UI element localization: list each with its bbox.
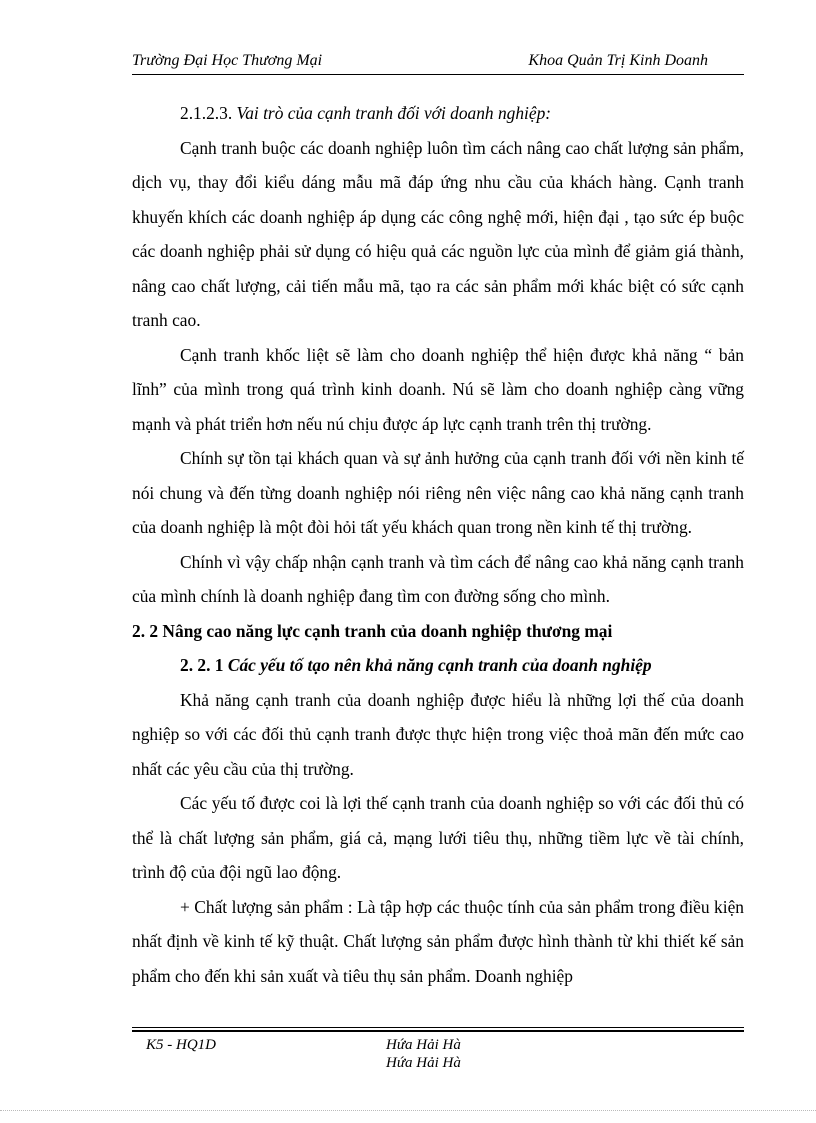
section-heading-2-1-2-3 bbox=[132, 96, 744, 131]
section-title: Các yếu tố tạo nên khả năng cạnh tranh của doanh nghiệp bbox=[227, 655, 652, 675]
section-title: Vai trò của cạnh tranh đối với doanh nghiệp: bbox=[236, 103, 552, 123]
footer-author-line: Hứa Hải Hà bbox=[386, 1037, 461, 1053]
header-school: Trường Đại Học Thương Mại bbox=[132, 52, 323, 69]
footer-author-line: Hứa Hải Hà bbox=[386, 1055, 461, 1071]
section-number: 2.1.2.3. bbox=[180, 103, 233, 123]
page-header bbox=[132, 52, 742, 74]
footer-class: K5 - HQ1D bbox=[146, 1037, 216, 1053]
section-heading-2-2-1 bbox=[132, 648, 744, 683]
paragraph: + Chất lượng sản phẩm : Là tập hợp các thuộc tính của sản phẩm trong điều kiện nhất định về kinh tế kỹ thuật. Chất lượng sản phẩm được hình thành từ khi thiết kế sản phẩm cho đến khi sản xuất và tiêu thụ sản phẩm. Doanh nghiệp bbox=[132, 896, 744, 986]
paragraph: Cạnh tranh khốc liệt sẽ làm cho doanh nghiệp thể hiện được khả năng “ bản lĩnh” của mình trong quá trình kinh doanh. Nú sẽ làm cho doanh nghiệp càng vững mạnh và phát triển hơn nếu nú chịu được áp lực cạnh tranh trên thị trường. bbox=[132, 344, 744, 434]
header-faculty: Khoa Quản Trị Kinh Doanh bbox=[528, 52, 708, 69]
section-heading-2-2: 2. 2 Nâng cao năng lực cạnh tranh của doanh nghiệp thương mại bbox=[132, 620, 613, 641]
paragraph: Chính vì vậy chấp nhận cạnh tranh và tìm cách để nâng cao khả năng cạnh tranh của mình chính là doanh nghiệp đang tìm con đường sống cho mình. bbox=[132, 551, 744, 606]
paragraph: Các yếu tố được coi là lợi thế cạnh tranh của doanh nghiệp so với các đối thủ có thể là chất lượng sản phẩm, giá cả, mạng lưới tiêu thụ, những tiềm lực về tài chính, trình độ của đội ngũ lao động. bbox=[132, 793, 744, 882]
paragraph: Khả năng cạnh tranh của doanh nghiệp được hiểu là những lợi thế của doanh nghiệp so với các đối thủ cạnh tranh được thực hiện trong việc thoả mãn đến mức cao nhất các yêu cầu của thị trường. bbox=[132, 689, 744, 779]
footer-rule bbox=[132, 1027, 744, 1028]
paragraph: Chính sự tồn tại khách quan và sự ảnh hưởng của cạnh tranh đối với nền kinh tế nói chung và đến từng doanh nghiệp nói riêng nên việc nâng cao khả năng cạnh tranh của doanh nghiệp là một đòi hỏi tất yếu khách quan trong nền kinh tế thị trường. bbox=[132, 448, 744, 537]
paragraph: Cạnh tranh buộc các doanh nghiệp luôn tìm cách nâng cao chất lượng sản phẩm, dịch vụ, thay đổi kiểu dáng mẫu mã đáp ứng nhu cầu của khách hàng. Cạnh tranh khuyến khích các doanh nghiệp áp dụng các công nghệ mới, hiện đại , tạo sức ép buộc các doanh nghiệp phải sử dụng có hiệu quả các nguồn lực của mình để giảm giá thành, nâng cao chất lượng, cải tiến mẫu mã, tạo ra các sản phẩm mới khác biệt có sức cạnh tranh cao. bbox=[132, 137, 744, 330]
page-boundary bbox=[0, 1110, 816, 1111]
footer-rule-thick bbox=[132, 1030, 744, 1032]
header-rule bbox=[132, 74, 744, 75]
footer-author bbox=[386, 1036, 461, 1072]
section-number: 2. 2. 1 bbox=[180, 655, 224, 675]
document-body bbox=[132, 96, 744, 993]
